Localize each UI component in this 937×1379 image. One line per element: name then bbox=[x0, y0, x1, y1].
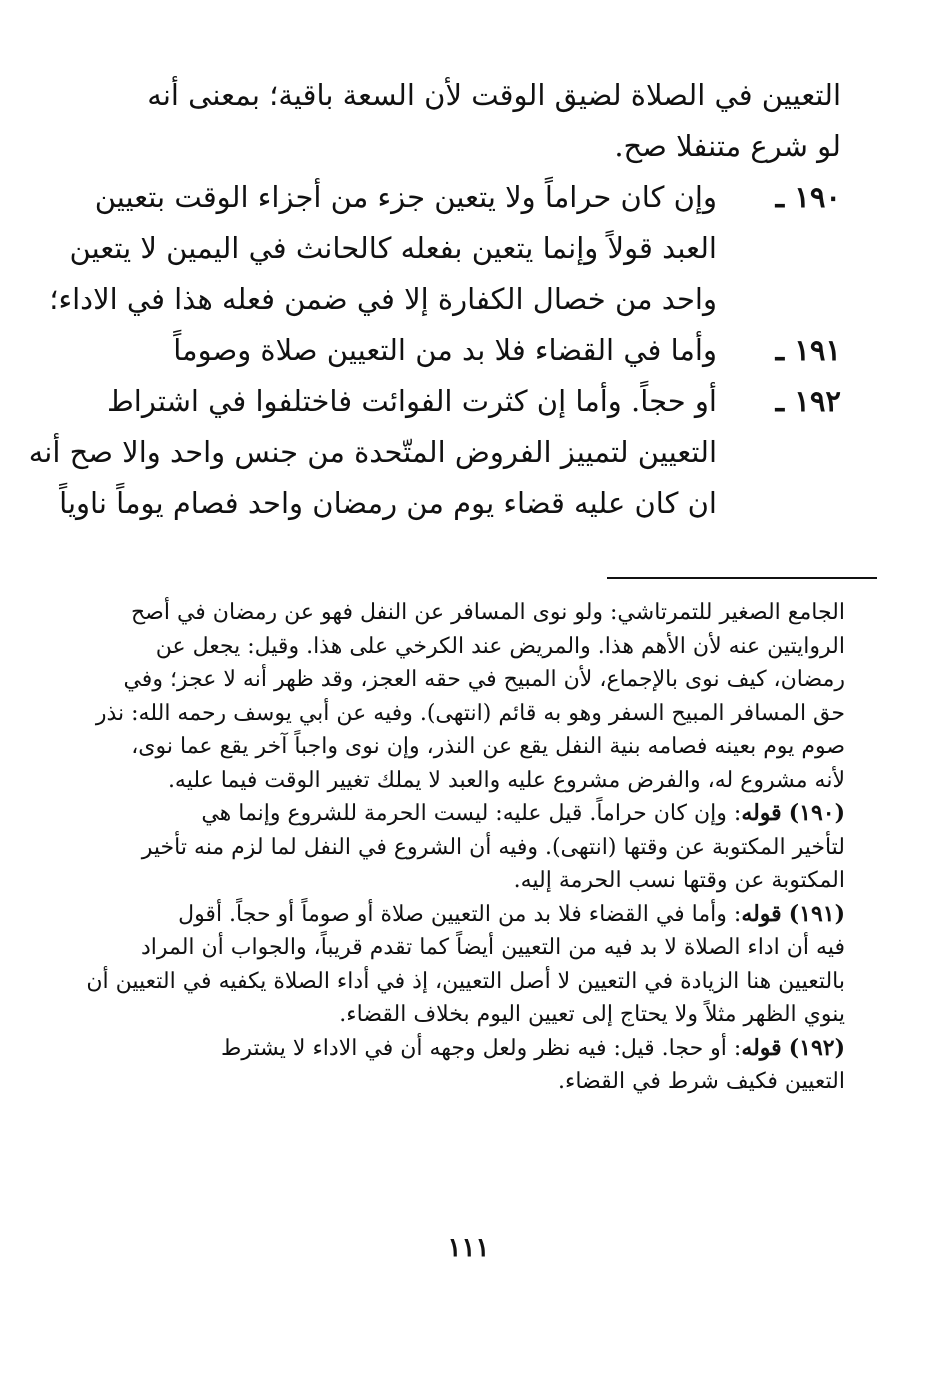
footnote-line: الجامع الصغير للتمرتاشي: ولو نوى المسافر عن النفل فهو عن رمضان في أصح bbox=[130, 600, 845, 625]
item-number: ١٩٠ ـ bbox=[775, 180, 841, 214]
numbered-line bbox=[81, 376, 841, 427]
main-line: لو شرع متنفلا صح. bbox=[614, 129, 841, 163]
footnote-number: (١٩٢) bbox=[788, 1034, 845, 1061]
footnote-lead-word: قوله bbox=[741, 800, 782, 826]
main-line: ان كان عليه قضاء يوم من رمضان واحد فصام يوماً ناوياً bbox=[59, 486, 717, 520]
footnote-line: المكتوبة عن وقتها نسب الحرمة إليه. bbox=[513, 868, 845, 893]
main-line-text: وإن كان حراماً ولا يتعين جزء من أجزاء الوقت بتعيين bbox=[94, 180, 717, 214]
main-line-text: أو حجاً. وأما إن كثرت الفوائت فاختلفوا في اشتراط bbox=[106, 384, 717, 418]
footnote-first-line bbox=[93, 1032, 845, 1066]
main-text bbox=[28, 70, 841, 529]
footnotes bbox=[86, 596, 845, 1099]
footnote-number: (١٩١) bbox=[788, 900, 845, 927]
footnote-line: بالتعيين هنا الزيادة في التعيين لا أصل التعيين، إذ في أداء الصلاة يكفيه في التعيين أن bbox=[86, 968, 845, 994]
footnote-line: فيه أن اداء الصلاة لا بد فيه من التعيين أيضاً كما تقدم قريباً، والجواب أن المراد bbox=[140, 935, 845, 960]
footnote-line: لتأخير المكتوبة عن وقتها (انتهى). وفيه أن الشروع في النفل لما لزم منه تأخير bbox=[141, 834, 845, 860]
footnote-line: حق المسافر المبيح السفر وهو به قائم (انتهى). وفيه عن أبي يوسف رحمه الله: نذر bbox=[95, 700, 845, 726]
footnote-number: (١٩٠) bbox=[788, 800, 845, 826]
main-line: واحد من خصال الكفارة إلا في ضمن فعله هذا في الاداء؛ bbox=[49, 282, 717, 316]
footnote-line: رمضان، كيف نوى بالإجماع، لأن المبيح في حقه العجز، وقد ظهر أنه لا عجز؛ وفي bbox=[123, 667, 845, 692]
main-line: التعيين لتمييز الفروض المتّحدة من جنس واحد والا صح أنه bbox=[28, 435, 717, 469]
footnote-separator bbox=[607, 577, 877, 579]
numbered-line bbox=[81, 325, 841, 376]
footnote-lead-word: قوله bbox=[741, 1034, 782, 1061]
footnote-first-line bbox=[93, 797, 845, 831]
footnote-text: : وإن كان حراماً. قيل عليه: ليست الحرمة للشروع وإنما هي bbox=[201, 801, 742, 826]
item-number: ١٩١ ـ bbox=[775, 333, 841, 367]
footnote-line: صوم يوم بعينه فصامه بنية النفل يقع عن النذر، وإن نوى واجباً آخر يقع عما نوى، bbox=[131, 734, 845, 759]
footnote-text: : وأما في القضاء فلا بد من التعيين صلاة أو صوماً أو حجاً. أقول bbox=[178, 901, 742, 927]
numbered-line bbox=[81, 172, 841, 223]
main-line-text: وأما في القضاء فلا بد من التعيين صلاة وصوماً bbox=[173, 333, 717, 367]
footnote-text: : أو حجا. قيل: فيه نظر ولعل وجهه أن في الاداء لا يشترط bbox=[221, 1035, 742, 1061]
footnote-line: التعيين فكيف شرط في القضاء. bbox=[558, 1069, 845, 1094]
main-line: التعيين في الصلاة لضيق الوقت لأن السعة باقية؛ بمعنى أنه bbox=[147, 78, 841, 112]
footnote-line: الروايتين عنه لأن الأهم هذا. والمريض عند الكرخي على هذا. وقيل: يجعل عن bbox=[155, 633, 845, 659]
footnote-lead-word: قوله bbox=[741, 900, 782, 927]
main-line: العبد قولاً وإنما يتعين بفعله كالحانث في اليمين لا يتعين bbox=[69, 231, 717, 265]
page-number: ١١١ bbox=[447, 1233, 490, 1263]
item-number: ١٩٢ ـ bbox=[775, 384, 841, 418]
footnote-first-line bbox=[93, 898, 845, 932]
footnote-line: ينوي الظهر مثلاً ولا يحتاج إلى تعيين اليوم بخلاف القضاء. bbox=[339, 1002, 845, 1027]
footnote-line: لأنه مشروع له، والفرض مشروع عليه والعبد لا يملك تغيير الوقت فيما عليه. bbox=[167, 767, 845, 793]
